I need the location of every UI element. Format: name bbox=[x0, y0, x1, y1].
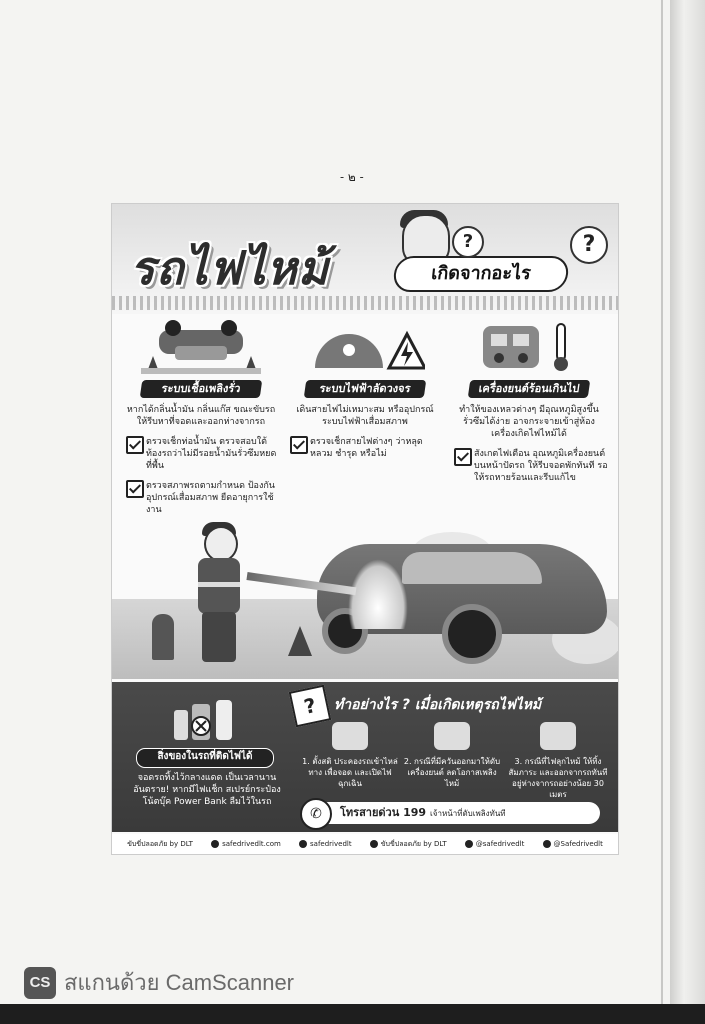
cause-label: เครื่องยนต์ร้อนเกินไป bbox=[468, 380, 591, 398]
firefighter-stripe bbox=[198, 582, 240, 587]
cause-engine-overheat bbox=[448, 316, 610, 484]
step-2: 2. กรณีที่มีควันออกมาให้ดับเครื่องยนต์ ลดโอกาสเพลิงไหม้ bbox=[402, 722, 502, 789]
flammable-items-label: สิ่งของในรถที่ติดไฟได้ bbox=[136, 748, 274, 768]
poster-subtitle: เกิดจากอะไร bbox=[392, 256, 570, 292]
cause-fuel-leak bbox=[120, 316, 282, 516]
instagram-icon bbox=[465, 840, 473, 848]
checklist-item: ตรวจสภาพรถตามกำหนด ป้องกันอุปกรณ์เสื่อมสภาพ ยืดอายุการใช้งาน bbox=[120, 480, 282, 516]
poster-title: รถไฟไหม้ bbox=[130, 241, 330, 295]
checkbox-icon bbox=[126, 436, 144, 454]
flammable-items-description: จอดรถทิ้งไว้กลางแดด เป็นเวลานาน อันตราย! หากมีไฟแช็ก สเปรย์กระป๋อง โน้ตบุ๊ค Power Bank ลืมไว้ในรถ bbox=[133, 773, 281, 807]
wheel-icon bbox=[442, 604, 502, 664]
credit-item: @safedrivedlt bbox=[465, 840, 525, 848]
cause-label: ระบบไฟฟ้าลัดวงจร bbox=[304, 380, 427, 398]
flammable-items-icon bbox=[170, 696, 240, 744]
question-mark-icon: ? bbox=[289, 685, 332, 728]
facebook-icon bbox=[299, 840, 307, 848]
camscanner-watermark bbox=[24, 965, 294, 1000]
scan-border bbox=[0, 1004, 705, 1024]
camscanner-logo-icon: CS bbox=[24, 967, 56, 999]
web-icon bbox=[211, 840, 219, 848]
credit-item: safedrivedlt.com bbox=[211, 840, 281, 848]
cause-description: ทำให้ของเหลวต่างๆ มีอุณหภูมิสูงขึ้น รั่วซึมได้ง่าย อาจกระจายเข้าสู่ห้องเครื่องเกิดไฟไหม้ได้ bbox=[459, 405, 599, 439]
phone-icon: ✆ bbox=[300, 798, 332, 830]
flame-icon bbox=[540, 722, 576, 750]
firefighter-icon bbox=[204, 526, 238, 562]
checklist-item: ตรวจเช็กท่อน้ำมัน ตรวจสอบใต้ท้องรถว่าไม่มีรอยน้ำมันรั่วซึมหยดที่พื้น bbox=[120, 436, 282, 472]
cause-description: หากได้กลิ่นน้ำมัน กลิ่นแก๊ส ขณะขับรถ ให้รีบหาที่จอดและออกห่างจากรถ bbox=[126, 405, 276, 427]
page-fold-line bbox=[661, 0, 663, 1010]
cause-short-circuit bbox=[284, 316, 446, 460]
engine-thermometer-icon bbox=[469, 316, 589, 376]
fire-hydrant-icon bbox=[152, 614, 174, 660]
credit-item: ขับขี่ปลอดภัย by DLT bbox=[370, 839, 447, 850]
car-icon bbox=[332, 722, 368, 750]
question-mark-icon: ? bbox=[452, 226, 484, 258]
car-window bbox=[402, 552, 542, 584]
hotline-banner: โทรสายด่วน 199 เจ้าหน้าที่ดับเพลิงทันที bbox=[310, 802, 600, 824]
credit-item: @Safedrivedlt bbox=[543, 840, 603, 848]
paper-edge bbox=[670, 0, 705, 1010]
cause-description: เดินสายไฟไม่เหมาะสม หรืออุปกรณ์ระบบไฟฟ้าเสื่อมสภาพ bbox=[296, 405, 434, 427]
overturned-car-icon bbox=[141, 316, 261, 376]
youtube-icon bbox=[370, 840, 378, 848]
checklist-item: สังเกตไฟเตือน อุณหภูมิเครื่องยนต์ บนหน้าปัดรถ ให้รีบจอดพักทันที รอให้รถหายร้อนและรีบแก้ไข bbox=[448, 448, 610, 484]
smoke-icon bbox=[434, 722, 470, 750]
cause-label: ระบบเชื้อเพลิงรั่ว bbox=[140, 380, 263, 398]
traffic-cone-icon bbox=[288, 626, 312, 656]
line-icon bbox=[543, 840, 551, 848]
watermark-text: สแกนด้วย CamScanner bbox=[64, 970, 295, 995]
checkbox-icon bbox=[126, 480, 144, 498]
firefighter-legs bbox=[202, 612, 236, 662]
checkbox-icon bbox=[290, 436, 308, 454]
car-fire-scene bbox=[112, 504, 618, 679]
credit-item: safedrivedlt bbox=[299, 840, 352, 848]
electric-hazard-icon bbox=[305, 316, 425, 376]
question-mark-icon: ? bbox=[570, 226, 608, 264]
fire-icon bbox=[348, 559, 408, 629]
step-1: 1. ตั้งสติ ประคองรถเข้าไหล่ทาง เพื่อจอด และเปิดไฟฉุกเฉิน bbox=[300, 722, 400, 789]
what-to-do-section bbox=[112, 682, 618, 832]
fire-safety-poster bbox=[111, 203, 619, 855]
checkbox-icon bbox=[454, 448, 472, 466]
checklist-item: ตรวจเช็กสายไฟต่างๆ ว่าหลุด หลวม ชำรุด หรือไม่ bbox=[284, 436, 446, 460]
step-3: 3. กรณีที่ไฟลุกไหม้ ให้ทิ้งสัมภาระ และออกจากรถทันที อยู่ห่างจากรถอย่างน้อย 30 เมตร bbox=[508, 722, 608, 800]
page-number: - ๒ - bbox=[340, 170, 364, 184]
section-title: ทำอย่างไร ? เมื่อเกิดเหตุรถไฟไหม้ bbox=[334, 697, 542, 713]
poster-credits bbox=[112, 834, 618, 854]
credit-item: ขับขี่ปลอดภัย by DLT bbox=[127, 839, 193, 848]
